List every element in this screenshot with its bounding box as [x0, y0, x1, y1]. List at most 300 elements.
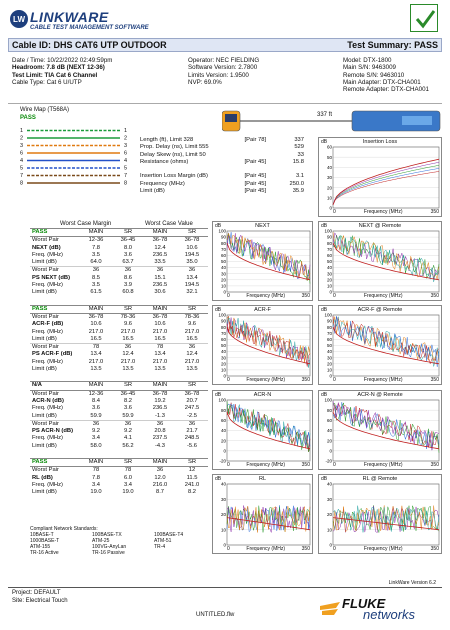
x-tick-label: 350: [301, 377, 310, 383]
y-tick-label: 20: [220, 361, 226, 367]
table-cell: 36-78: [184, 390, 200, 397]
y-tick-label: 90: [326, 234, 332, 240]
chart-x-axis: [333, 462, 439, 468]
y-tick-label: 50: [326, 343, 332, 349]
table-cell: 3.6: [123, 405, 133, 412]
table-cell: 36-78: [152, 390, 168, 397]
table-row: [30, 390, 208, 398]
table-cell: 16.5: [122, 335, 134, 342]
summary-value: 529: [294, 144, 304, 151]
y-tick-label: 60: [220, 337, 226, 342]
summary-value: 33: [297, 151, 304, 158]
table-cell: MAIN: [88, 305, 104, 312]
summary-pair: [Pair 78]: [244, 137, 267, 143]
chart-next: [212, 221, 313, 301]
table-cell: 217.0: [184, 328, 200, 335]
trace-line: [227, 234, 310, 284]
y-tick-label: 80: [326, 324, 332, 330]
standard-item: 100BASE-TX: [92, 532, 122, 538]
chart-acr-f: [212, 305, 313, 385]
y-tick-label: 80: [220, 240, 226, 246]
table-cell: 194.5: [184, 282, 200, 289]
y-tick-label: 20: [326, 361, 332, 367]
table-cell: 59.9: [122, 412, 134, 419]
y-tick-label: 40: [326, 265, 332, 271]
table-cell: 36: [92, 420, 100, 427]
table-cell: 4.1: [123, 435, 133, 442]
x-tick-label: 350: [301, 546, 310, 552]
table-cell: 13.4: [186, 274, 198, 281]
table-cell: 217.0: [120, 358, 136, 365]
x-tick-label: 350: [301, 293, 310, 299]
chart-title: ACR-F @ Remote: [357, 307, 403, 313]
standards-title: Compliant Network Standards:: [30, 526, 98, 532]
table-cell: 13.5: [122, 366, 134, 373]
results-table: [30, 228, 208, 497]
table-cell: SR: [187, 229, 197, 235]
summary-pair: [Pair 45]: [244, 158, 267, 165]
y-tick-label: 100: [324, 397, 332, 403]
table-cell: Worst Pair: [32, 344, 59, 351]
x-tick-label: 0: [227, 546, 230, 552]
x-tick-label: Frequency (MHz): [246, 377, 286, 383]
chart-title: NEXT: [255, 223, 270, 229]
standard-item: 1000BASE-T: [30, 538, 60, 544]
y-tick-label: 80: [220, 407, 226, 413]
table-cell: 21.7: [186, 428, 198, 435]
summary-row: [138, 166, 306, 173]
y-tick-label: 10: [220, 283, 226, 289]
table-cell: 12.4: [186, 351, 198, 358]
cable-type: Cable Type: Cat 6 U/UTP: [12, 78, 82, 86]
table-cell: 32.1: [186, 289, 198, 296]
table-cell: 33.5: [154, 259, 166, 266]
table-row: [30, 467, 208, 475]
y-tick-label: 10: [220, 367, 226, 373]
table-cell: Worst Pair: [32, 467, 59, 474]
table-cell: 64.0: [90, 259, 102, 266]
nvp: NVP: 69.0%: [188, 78, 222, 86]
table-cell: 3.4: [123, 481, 133, 488]
table-cell: ACR-N (dB): [32, 397, 64, 404]
table-row: [30, 329, 208, 336]
cable-id: Cable ID: DHS CAT6 UTP OUTDOOR: [12, 40, 167, 50]
results-section: [30, 228, 208, 297]
table-cell: PS NEXT (dB): [32, 274, 71, 281]
table-cell: 63.7: [122, 259, 134, 266]
table-cell: 78: [92, 467, 100, 474]
table-cell: MAIN: [88, 459, 104, 466]
summary-row: [138, 188, 306, 195]
table-row: [30, 259, 208, 267]
svg-text:4: 4: [124, 158, 128, 164]
table-cell: 8.2: [123, 397, 133, 404]
table-cell: 12.0: [154, 474, 166, 481]
table-row: [30, 413, 208, 421]
table-cell: 12.4: [154, 244, 166, 251]
main-sn: Main S/N: 9463009: [343, 64, 396, 72]
y-tick-label: 0: [329, 289, 332, 295]
y-tick-label: 20: [220, 512, 226, 518]
table-cell: 10.6: [154, 321, 166, 328]
trace-line: [333, 232, 439, 279]
y-tick-label: 40: [220, 265, 226, 271]
table-cell: Worst Pair: [32, 313, 59, 320]
summary-label: Prop. Delay (ns), Limit 555: [140, 144, 209, 151]
chart-x-axis: [227, 462, 310, 468]
table-cell: 78: [92, 344, 100, 351]
table-cell: 217.0: [152, 328, 168, 335]
svg-text:6: 6: [20, 150, 24, 157]
table-cell: SR: [187, 459, 197, 466]
table-cell: 16.5: [90, 335, 102, 342]
table-cell: Worst Pair: [32, 390, 59, 397]
chart-title: ACR-F: [254, 307, 271, 313]
table-cell: PS ACR-N (dB): [32, 428, 74, 435]
y-tick-label: 70: [220, 330, 226, 336]
table-cell: MAIN: [88, 382, 104, 389]
table-cell: 3.4: [91, 435, 101, 442]
info-col-3: [343, 57, 429, 93]
table-cell: 13.4: [90, 351, 102, 358]
table-cell: 36-78: [152, 313, 168, 320]
table-cell: SR: [187, 305, 197, 312]
svg-text:6: 6: [124, 150, 128, 157]
summary-row: [138, 144, 306, 151]
table-cell: MAIN: [152, 229, 168, 235]
networks-logo-text: networks: [363, 607, 416, 622]
table-row: [30, 459, 208, 467]
table-cell: 36-78: [152, 237, 168, 244]
trace-line: [333, 316, 439, 364]
chart-next-remote: [318, 221, 442, 301]
y-tick-label: 100: [218, 312, 226, 318]
footer-divider: [8, 587, 442, 588]
table-cell: 3.9: [123, 282, 133, 289]
table-row: [30, 443, 208, 450]
table-cell: 36: [156, 420, 164, 427]
linkware-logo-subtitle: CABLE TEST MANAGEMENT SOFTWARE: [30, 25, 149, 31]
table-cell: Freq. (MHz): [32, 481, 63, 488]
table-cell: 36-45: [120, 237, 136, 244]
table-cell: PS ACR-F (dB): [32, 351, 73, 358]
y-tick-label: 60: [326, 417, 332, 423]
table-row: [30, 482, 208, 489]
table-cell: Freq. (MHz): [32, 328, 63, 335]
table-cell: 3.6: [91, 405, 101, 412]
standard-item: ATM-25: [92, 538, 110, 544]
table-cell: 36-78: [88, 313, 104, 320]
y-tick-label: 80: [220, 324, 226, 330]
table-cell: Freq. (MHz): [32, 435, 63, 442]
chart-x-axis: [227, 293, 310, 299]
y-tick-label: 20: [326, 512, 332, 518]
table-cell: 217.0: [152, 358, 168, 365]
chart-y-label: dB: [215, 223, 222, 229]
table-row: [30, 245, 208, 252]
table-row: [30, 305, 208, 313]
table-cell: PASS: [32, 459, 48, 466]
table-row: [30, 282, 208, 289]
chart-title: ACR-N: [253, 392, 272, 398]
table-cell: SR: [123, 305, 133, 312]
table-cell: Worst Pair: [32, 267, 59, 274]
trace-line: [333, 235, 439, 278]
x-tick-label: 350: [430, 462, 439, 468]
linkware-logo-text: LINKWARE: [30, 9, 109, 25]
table-cell: 36-78: [184, 237, 200, 244]
table-cell: SR: [123, 459, 133, 466]
table-cell: N/A: [32, 382, 42, 389]
y-tick-label: 60: [220, 253, 226, 258]
chart-acr-f-remote: [318, 305, 442, 385]
trace-line: [227, 233, 310, 280]
y-tick-label: 0: [223, 373, 226, 379]
summary-row: [138, 181, 306, 188]
y-tick-label: 90: [220, 234, 226, 240]
check-icon: [410, 4, 438, 32]
section-divider: [8, 103, 442, 104]
worst-case-value-header: Worst Case Value: [145, 221, 193, 227]
x-tick-label: 350: [430, 293, 439, 299]
svg-text:8: 8: [124, 180, 128, 187]
y-tick-label: 30: [326, 355, 332, 361]
svg-text:7: 7: [20, 173, 24, 179]
table-cell: Limit (dB): [32, 412, 57, 419]
table-cell: Limit (dB): [32, 259, 57, 266]
table-cell: MAIN: [88, 229, 104, 235]
y-tick-label: 10: [326, 527, 332, 533]
table-row: [30, 366, 208, 373]
table-cell: Limit (dB): [32, 442, 57, 449]
trace-line: [333, 401, 439, 450]
table-cell: 217.0: [184, 358, 200, 365]
summary-values: [138, 137, 306, 220]
table-cell: 3.4: [91, 481, 101, 488]
test-limit: Test Limit: TIA Cat 6 Channel: [12, 71, 98, 79]
y-tick-label: 30: [326, 271, 332, 277]
y-tick-label: 0: [329, 448, 332, 454]
table-cell: 9.6: [187, 321, 197, 328]
table-row: [30, 405, 208, 412]
y-tick-label: 20: [326, 185, 332, 191]
site-label: Site: Electrical Touch: [12, 598, 68, 604]
table-cell: 241.0: [184, 481, 200, 488]
standard-item: ATM-155: [30, 544, 51, 550]
chart-x-axis: [227, 377, 310, 383]
y-tick-label: 0: [329, 205, 332, 211]
table-cell: 30.6: [154, 289, 166, 296]
svg-text:7: 7: [124, 173, 128, 179]
x-tick-label: 0: [227, 462, 230, 468]
network-standards: [30, 526, 215, 556]
table-cell: Freq. (MHz): [32, 405, 63, 412]
chart-title: NEXT @ Remote: [358, 223, 402, 229]
summary-row: [138, 137, 306, 144]
table-cell: 3.5: [91, 282, 101, 289]
table-cell: 13.5: [154, 366, 166, 373]
table-cell: 8.0: [123, 244, 133, 251]
standard-item: [154, 550, 216, 556]
chart-title: RL: [258, 476, 267, 482]
table-cell: 217.0: [88, 328, 104, 335]
table-cell: 36: [188, 344, 196, 351]
trace-line: [227, 318, 310, 368]
table-cell: 236.5: [152, 251, 168, 258]
table-cell: 36: [156, 467, 164, 474]
table-cell: 7.8: [91, 244, 101, 251]
table-cell: 248.5: [184, 435, 200, 442]
table-cell: Freq. (MHz): [32, 358, 63, 365]
main-adapter: Main Adapter: DTX-CHA001: [343, 78, 421, 86]
worst-case-margin-header: Worst Case Margin: [60, 221, 112, 227]
info-col-1: [12, 57, 112, 86]
y-tick-label: 30: [220, 271, 226, 277]
table-cell: 15.1: [154, 274, 166, 281]
headroom: Headroom: 7.8 dB (NEXT 12-36): [12, 64, 105, 72]
table-cell: 217.0: [88, 358, 104, 365]
table-row: [30, 313, 208, 321]
table-cell: 11.5: [186, 474, 198, 481]
y-tick-label: 100: [324, 312, 332, 318]
y-tick-label: 0: [223, 542, 226, 548]
standard-item: TR-4: [154, 544, 166, 550]
table-cell: -5.6: [187, 442, 197, 449]
wiremap-diagram: [20, 127, 130, 189]
y-tick-label: 30: [220, 496, 226, 502]
table-cell: -1.3: [155, 412, 165, 419]
table-cell: 6.0: [123, 474, 133, 481]
y-tick-label: 40: [326, 164, 332, 170]
table-cell: MAIN: [152, 305, 168, 312]
y-tick-label: 30: [220, 355, 226, 361]
table-cell: -2.5: [187, 412, 197, 419]
table-cell: 10.6: [90, 321, 102, 328]
table-cell: 78: [156, 344, 164, 351]
table-cell: Limit (dB): [32, 335, 57, 342]
standard-item: 100VG-AnyLan: [92, 544, 127, 550]
y-tick-label: 0: [329, 542, 332, 548]
table-cell: 16.5: [186, 335, 198, 342]
summary-row: [138, 159, 306, 166]
y-tick-label: 0: [223, 448, 226, 454]
chart-acr-n: [212, 390, 313, 470]
linkware-logo-icon: LW: [10, 10, 28, 28]
chart-x-axis: [333, 209, 439, 215]
y-tick-label: 60: [220, 417, 226, 423]
table-cell: 36: [92, 267, 100, 274]
x-tick-label: Frequency (MHz): [246, 462, 286, 468]
table-cell: ACR-F (dB): [32, 321, 64, 328]
chart-y-label: dB: [321, 307, 328, 313]
x-tick-label: 350: [430, 377, 439, 383]
table-cell: 58.0: [90, 442, 102, 449]
table-row: [30, 489, 208, 496]
y-tick-label: 30: [326, 496, 332, 502]
table-row: [30, 475, 208, 482]
table-cell: 19.0: [90, 489, 102, 496]
table-cell: 237.5: [152, 435, 168, 442]
summary-pair: [Pair 45]: [244, 173, 267, 180]
table-cell: 78: [124, 467, 132, 474]
model: Model: DTX-1800: [343, 57, 392, 64]
chart-insertion-loss: [318, 137, 442, 217]
table-cell: MAIN: [152, 382, 168, 389]
x-tick-label: 0: [333, 293, 336, 299]
x-tick-label: Frequency (MHz): [363, 293, 403, 299]
svg-text:5: 5: [124, 165, 128, 172]
y-tick-label: 10: [326, 367, 332, 373]
table-cell: 36: [124, 420, 132, 427]
trace-line: [227, 322, 310, 367]
cable-length-label: 337 ft: [317, 112, 333, 118]
info-col-2: [188, 57, 259, 86]
table-cell: Worst Pair: [32, 420, 59, 427]
wiremap-title: Wire Map (T568A): [20, 107, 70, 113]
table-cell: 7.8: [91, 474, 101, 481]
table-cell: 8.4: [91, 397, 101, 404]
y-tick-label: 80: [326, 240, 332, 246]
chart-acr-n-remote: [318, 390, 442, 470]
chart-rl-remote: [318, 474, 442, 554]
svg-text:1: 1: [124, 128, 128, 134]
chart-y-label: dB: [215, 476, 222, 482]
table-cell: SR: [187, 382, 197, 389]
chart-y-label: dB: [321, 223, 328, 229]
table-cell: 236.5: [152, 282, 168, 289]
project-label: Project: DEFAULT: [12, 590, 61, 596]
table-cell: 8.2: [187, 489, 197, 496]
chart-y-label: dB: [215, 392, 222, 398]
x-tick-label: 0: [227, 293, 230, 299]
summary-value: 35.9: [292, 188, 304, 195]
y-tick-label: 50: [220, 343, 226, 349]
summary-pair: [243, 152, 280, 159]
standard-item: 100BASE-T4: [154, 532, 184, 538]
x-tick-label: 350: [430, 546, 439, 552]
table-row: [30, 267, 208, 275]
summary-label: [138, 166, 243, 173]
results-section: [30, 305, 208, 374]
table-cell: 9.2: [91, 428, 101, 435]
wiremap-result: PASS: [20, 115, 36, 121]
table-cell: RL (dB): [32, 474, 53, 481]
table-cell: 194.5: [184, 251, 200, 258]
table-cell: 56.2: [122, 442, 134, 449]
chart-title: ACR-N @ Remote: [357, 392, 403, 398]
table-cell: 16.5: [154, 335, 166, 342]
y-tick-label: 50: [220, 259, 226, 265]
summary-pair: [243, 166, 280, 173]
date-time: Date / Time: 10/22/2022 02:49:59pm: [12, 57, 113, 64]
y-tick-label: 20: [326, 277, 332, 283]
y-tick-label: 30: [326, 175, 332, 181]
y-tick-label: 90: [326, 318, 332, 324]
y-tick-label: 20: [220, 438, 226, 444]
y-tick-label: 100: [218, 397, 226, 403]
y-tick-label: 40: [326, 481, 332, 487]
table-row: [30, 420, 208, 428]
table-cell: 19.2: [154, 397, 166, 404]
y-tick-label: 40: [220, 428, 226, 434]
table-cell: Limit (dB): [32, 489, 57, 496]
summary-value: 337: [294, 137, 304, 143]
table-cell: Limit (dB): [32, 366, 57, 373]
x-tick-label: 350: [430, 209, 439, 215]
table-cell: 13.4: [154, 351, 166, 358]
table-cell: 8.7: [155, 489, 165, 496]
y-tick-label: 20: [326, 438, 332, 444]
